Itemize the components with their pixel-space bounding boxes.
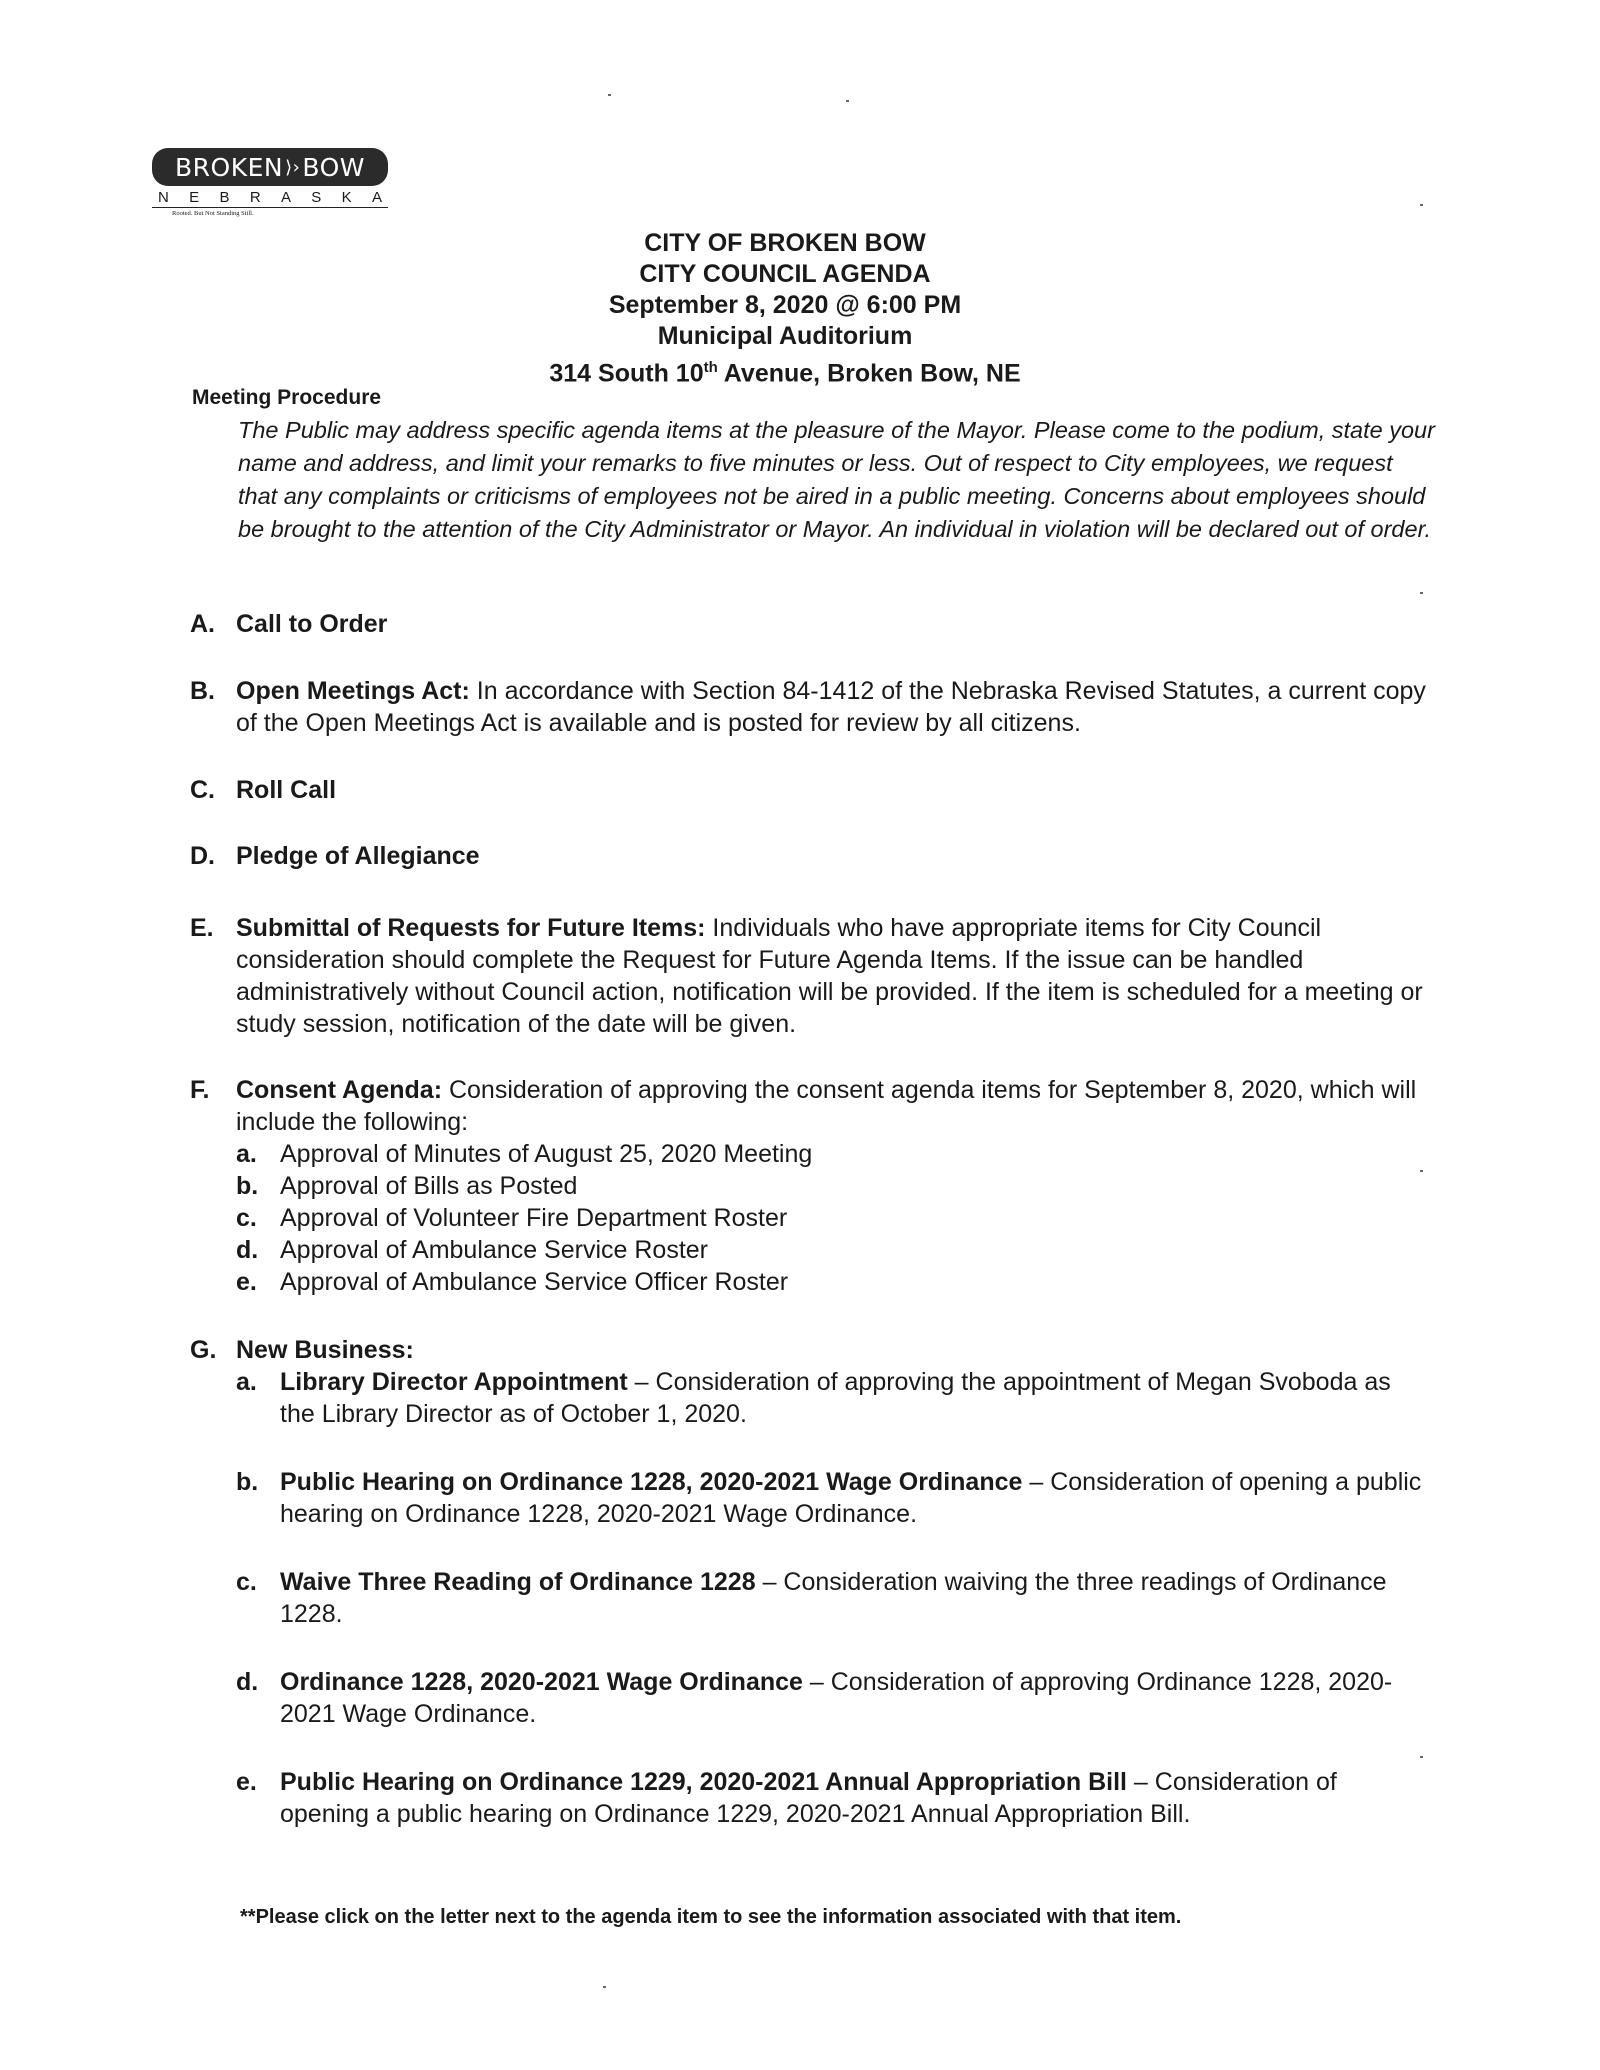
logo-letter: E [189, 189, 200, 206]
agenda-item-letter[interactable]: C. [190, 776, 215, 804]
agenda-item-letter[interactable]: F. [190, 1076, 210, 1104]
agenda-item-title: Consent Agenda: [236, 1076, 443, 1104]
sub-text: Approval of Ambulance Service Roster [280, 1236, 708, 1264]
sub-letter[interactable]: b. [236, 1468, 259, 1496]
logo-letter: A [280, 189, 291, 206]
address-pre: 314 South 10 [549, 359, 704, 388]
scan-speck [608, 94, 611, 96]
agenda-item-title: New Business: [236, 1336, 414, 1364]
sub-text: – Consideration of opening a public hearing on Ordinance 1229, 2020-2021 Annual Appropriation Bill. [280, 1768, 1337, 1828]
sub-text: – Consideration of approving Ordinance 1228, 2020-2021 Wage Ordinance. [280, 1668, 1393, 1728]
header-line: Municipal Auditorium [657, 322, 913, 350]
new-business-item [236, 1766, 1430, 1830]
consent-item [236, 1138, 1430, 1170]
agenda-item-title: Pledge of Allegiance [236, 842, 480, 870]
sub-letter: c. [236, 1204, 257, 1232]
header-line: CITY COUNCIL AGENDA [639, 260, 931, 288]
logo-brand [152, 148, 388, 186]
agenda-item-text: Individuals who have appropriate items for City Council consideration should complete the Request for Future Agenda Items. If the issue can be handled administratively without Council action, notification will be provided. If the item is scheduled for a meeting or study session, notification of the date will be given. [236, 914, 1423, 1038]
agenda-item-letter[interactable]: G. [190, 1336, 217, 1364]
sub-text: Approval of Ambulance Service Officer Roster [280, 1268, 789, 1296]
sub-title: Ordinance 1228, 2020-2021 Wage Ordinance [280, 1668, 803, 1696]
sub-letter[interactable]: d. [236, 1668, 259, 1696]
sub-text: Approval of Bills as Posted [280, 1172, 578, 1200]
consent-item [236, 1234, 1430, 1266]
sub-letter: b. [236, 1172, 259, 1200]
scan-speck [1420, 204, 1423, 206]
sub-text: – Consideration waiving the three readings of Ordinance 1228. [280, 1568, 1387, 1628]
new-business-item [236, 1366, 1430, 1430]
scan-speck [846, 100, 849, 102]
sub-title: Public Hearing on Ordinance 1229, 2020-2021 Annual Appropriation Bill [280, 1768, 1127, 1796]
agenda-item-letter[interactable]: A. [190, 610, 215, 638]
agenda-item-a [190, 608, 1430, 640]
agenda-item-f [190, 1074, 1430, 1298]
new-business-item [236, 1466, 1430, 1530]
sub-letter[interactable]: e. [236, 1768, 257, 1796]
procedure-title: Meeting Procedure [192, 386, 382, 409]
scan-speck [1420, 1170, 1423, 1172]
agenda-item-letter[interactable]: E. [190, 914, 214, 942]
sub-text: – Consideration of approving the appointment of Megan Svoboda as the Library Director as of October 1, 2020. [280, 1368, 1391, 1428]
logo-letter: K [341, 189, 352, 206]
logo-letter: S [311, 189, 322, 206]
agenda-item-e [190, 912, 1430, 1040]
agenda-item-title: Open Meetings Act: [236, 677, 470, 705]
logo-brand-right: BOW [302, 152, 365, 182]
agenda-item-text: In accordance with Section 84-1412 of the Nebraska Revised Statutes, a current copy of the Open Meetings Act is available and is posted for review by all citizens. [236, 677, 1426, 737]
logo-letter: A [371, 189, 382, 206]
agenda-item-b [190, 675, 1430, 739]
scan-speck [1420, 592, 1423, 594]
footer-note: **Please click on the letter next to the agenda item to see the information associated with that item. [240, 1906, 1182, 1928]
sub-title: Waive Three Reading of Ordinance 1228 [280, 1568, 756, 1596]
city-logo [152, 148, 388, 217]
consent-item [236, 1266, 1430, 1298]
agenda-item-d [190, 840, 1430, 872]
header-line: September 8, 2020 @ 6:00 PM [608, 291, 962, 319]
agenda-item-text: Consideration of approving the consent agenda items for September 8, 2020, which will include the following: [236, 1076, 1417, 1136]
procedure-text: The Public may address specific agenda items at the pleasure of the Mayor. Please come to the podium, state your name and address, and limit your remarks to five minutes or less. Out of respect to City employees, we request that any complaints or criticisms of employees not be aired in a public meeting. Concerns about employees should be brought to the attention of the City Administrator or Mayor. An individual in violation will be declared out of order. [238, 417, 1435, 542]
agenda-item-title: Roll Call [236, 776, 337, 804]
sub-letter[interactable]: c. [236, 1568, 257, 1596]
sub-letter: d. [236, 1236, 259, 1264]
sub-title: Public Hearing on Ordinance 1228, 2020-2021 Wage Ordinance [280, 1468, 1023, 1496]
agenda-header [400, 228, 1170, 389]
agenda-item-letter[interactable]: D. [190, 842, 215, 870]
agenda-item-title: Submittal of Requests for Future Items: [236, 914, 706, 942]
sub-text: Approval of Volunteer Fire Department Roster [280, 1204, 788, 1232]
logo-letter: N [158, 189, 169, 206]
arrow-icon: ⟩› [285, 156, 301, 178]
logo-brand-left: BROKEN [175, 152, 284, 182]
consent-item [236, 1202, 1430, 1234]
sub-text: – Consideration of opening a public hearing on Ordinance 1228, 2020-2021 Wage Ordinance. [280, 1468, 1422, 1528]
sub-letter: e. [236, 1268, 257, 1296]
address-post: Avenue, Broken Bow, NE [717, 359, 1021, 388]
agenda-item-c [190, 774, 1430, 806]
agenda-item-letter[interactable]: B. [190, 677, 215, 705]
header-line: CITY OF BROKEN BOW [644, 229, 926, 257]
sub-letter: a. [236, 1140, 257, 1168]
agenda-item-g [190, 1334, 1430, 1830]
agenda-item-title: Call to Order [236, 610, 388, 638]
address-sup: th [703, 359, 718, 376]
new-business-item [236, 1666, 1430, 1730]
sub-letter[interactable]: a. [236, 1368, 257, 1396]
scan-speck [603, 1986, 606, 1988]
logo-state [152, 189, 388, 208]
header-address [400, 352, 1170, 389]
consent-item [236, 1170, 1430, 1202]
logo-tagline: Rooted. But Not Standing Still. [172, 210, 254, 217]
logo-letter: B [219, 189, 230, 206]
sub-title: Library Director Appointment [280, 1368, 628, 1396]
new-business-item [236, 1566, 1430, 1630]
scan-speck [1420, 1756, 1423, 1758]
logo-letter: R [249, 189, 261, 206]
sub-text: Approval of Minutes of August 25, 2020 Meeting [280, 1140, 813, 1168]
